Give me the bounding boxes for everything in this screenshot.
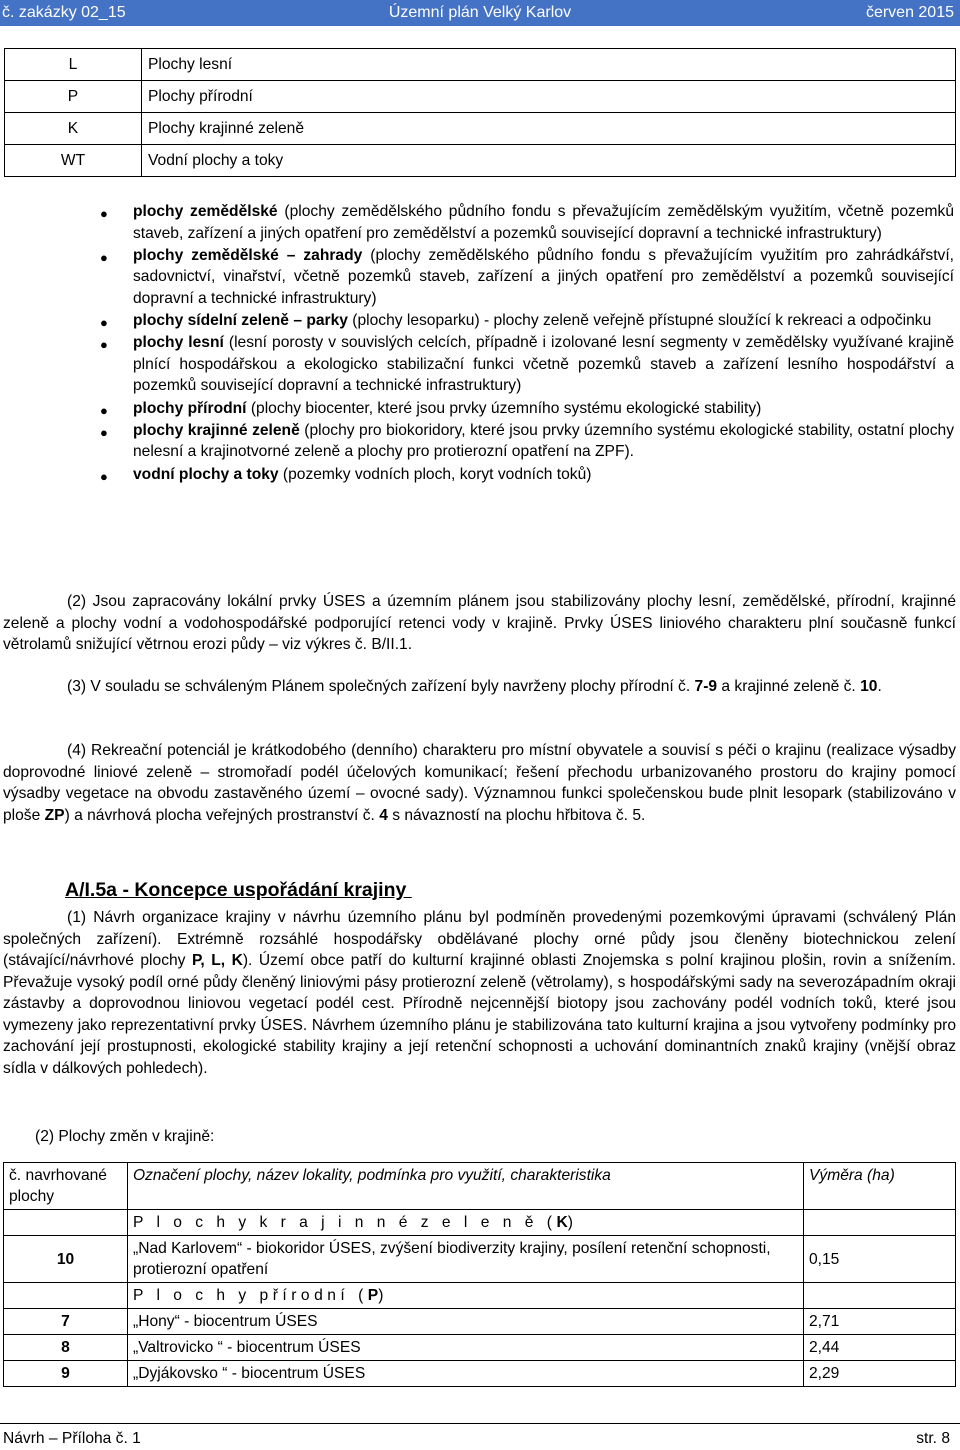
group-label-end: ) [567,1214,573,1231]
area-size: 2,71 [804,1309,956,1335]
bullet-icon: ● [100,249,108,265]
column-header-designation: Označení plochy, název lokality, podmínka pro využití, charakteristika [128,1163,804,1210]
area-number: 10 [4,1236,128,1283]
area-number: 7 [4,1309,128,1335]
paragraph-text: ). Území obce patří do kulturní krajinné oblasti Znojemska s polní krajinou plošin, rovin a snížením. Převažuje vysoký podíl orné půdy členěný liniovými pásy protierozní zeleně (větrolamy), s hospodářskými sady na severozápadním okraji zástavby a doprovodnou liniovou vegetací podél cest. Přírodně nejcennější biotopy jsou zachovány podél vodních toků, které jsou vymezeny jako reprezentativní prvky ÚSES. Návrhem územního plánu je stabilizována tato kulturní krajina a jsou vytvořeny podmínky pro zachování její prostupnosti, ekologické stability krajiny a její retenční schopnosti a uchování dominantních znaků krajiny (vnější obraz sídla v dálkových pohledech). [3,952,956,1077]
area-description: „Dyjákovsko “ - biocentrum ÚSES [128,1361,804,1387]
list-item-text: (plochy lesoparku) - plochy zeleně veřejně přístupné sloužící k rekreaci a odpočinku [347,312,932,330]
paragraph-text: (3) V souladu se schváleným Plánem společných zařízení byly navrženy plochy přírodní č. [67,678,695,695]
greenery-area-ref: 10 [860,678,878,695]
column-header-area: Výměra (ha) [804,1163,956,1210]
paragraph-text: (4) Rekreační potenciál je krátkodobého (denního) charakteru pro místní obyvatele a souvisí s péči o krajinu (realizace výsadby doprovodné liniové zeleně – stromořadí podél účelových komunikací; řešení přechodu urbanizovaného prostoru do krajiny pomocí výsadby vegetace na obvodu zastavěného území – ovocné sady). Významnou funkci společenskou bude plnit lesopark (stabilizováno v ploše [3,742,956,824]
list-item-text: (plochy biocenter, které jsou prvky územního systému ekologické stability) [246,399,762,417]
legend-row [5,49,956,81]
list-item [0,420,958,463]
area-codes-ref: P, L, K [191,952,243,969]
list-item-term: plochy přírodní [133,399,247,417]
footer-page-number: str. 8 [916,1430,950,1447]
list-item [0,310,958,332]
list-item [0,398,958,420]
list-item-term: plochy zemědělské [133,203,278,220]
legend-code: L [5,49,142,81]
group-code: K [556,1214,568,1231]
legend-row [5,145,956,177]
paragraph-text: (1) Návrh organizace krajiny v návrhu územního plánu byl podmíněn provedenými pozemkovými úpravami (schválený Plán společných zařízení). Extrémně rozsáhlé hospodářsky obdělávané plochy orné půdy jsou členěny biotechnickou zelení (stávající/návrhové plochy [3,909,956,969]
legend-label: Plochy krajinné zeleně [142,113,956,145]
natural-areas-ref: 7-9 [694,678,718,695]
area-description: „Valtrovicko “ - biocentrum ÚSES [128,1335,804,1361]
table-group-row [4,1210,956,1236]
list-item-text: (plochy zemědělského půdního fondu s převažujícím využitím pro zahrádkářství, sadovnictví, vinařství, včetně pozemků staveb, zařízení a jiných opatření pro zemědělství a pozemků související dopravní a technické infrastruktury) [133,246,954,307]
bullet-icon: ● [100,468,108,484]
paragraph-uses-elements [3,591,956,656]
list-item-term: plochy sídelní zeleně – parky [133,312,348,330]
page-footer [0,1423,960,1450]
table-row [4,1335,956,1361]
bullet-icon: ● [100,315,108,331]
legend-label: Plochy lesní [142,49,956,81]
paragraph-text: . [877,678,882,695]
area-description: „Hony“ - biocentrum ÚSES [128,1309,804,1335]
paragraph-changes-intro: (2) Plochy změn v krajině: [35,1128,215,1145]
table-header-row [4,1163,956,1210]
landscape-changes-table [3,1162,956,1387]
bullet-icon: ● [100,424,108,440]
bullet-icon: ● [100,402,108,418]
paragraph-landscape-concept [3,907,956,1079]
public-space-ref: 4 [379,806,388,824]
area-size: 2,29 [804,1361,956,1387]
section-heading: A/I.5a - Koncepce uspořádání krajiny [65,879,412,901]
legend-code: K [5,113,142,145]
paragraph-text: ) a návrhová plocha veřejných prostranství č. [64,806,380,824]
legend-label: Vodní plochy a toky [142,145,956,177]
area-size: 0,15 [804,1236,956,1283]
legend-row [5,81,956,113]
header-contract-number: č. zakázky 02_15 [2,4,126,21]
list-item-term: plochy krajinné zeleně [133,421,300,439]
paragraph-text: a krajinné zeleně č. [717,678,861,695]
legend-row [5,113,956,145]
list-item-text: (plochy zemědělského půdního fondu s převažujícím zemědělským využitím, včetně pozemků staveb, zařízení a jiných opatření pro zemědělství a pozemků související dopravní a technické infrastruktury) [133,203,954,242]
group-label-text: P l o c h y přírodní ( [133,1287,368,1304]
list-item-text: (pozemky vodních ploch, koryt vodních toků) [278,465,592,483]
area-description: „Nad Karlovem“ - biokoridor ÚSES, zvýšení biodiverzity krajiny, posílení retenční schopnosti, protierozní opatření [128,1236,804,1283]
group-label-end: ) [378,1287,384,1304]
list-item [0,464,958,486]
group-label [128,1283,804,1309]
table-group-row [4,1283,956,1309]
bullet-icon: ● [100,337,108,353]
area-size: 2,44 [804,1335,956,1361]
land-use-definition-list [0,201,958,486]
paragraph-common-facilities [3,676,956,698]
group-label-text: P l o c h y k r a j i n n é z e l e n ě ( [133,1214,557,1231]
header-document-title: Územní plán Velký Karlov [388,4,572,21]
land-use-legend-table [4,48,956,177]
table-row [4,1361,956,1387]
page-header [0,0,960,26]
list-item-term: plochy lesní [133,334,224,352]
bullet-icon: ● [100,206,108,221]
paragraph-recreation [3,740,956,826]
group-label [128,1210,804,1236]
legend-code: WT [5,145,142,177]
list-item-term: vodní plochy a toky [133,465,279,483]
list-item-text: (plochy pro biokoridory, které jsou prvky územního systému ekologické stability, ostatní plochy nelesní a krajinotvorné zeleně a plochy pro protierozní opatření na ZPF). [133,421,954,461]
footer-document-label: Návrh – Příloha č. 1 [3,1430,141,1447]
legend-label: Plochy přírodní [142,81,956,113]
area-number: 9 [4,1361,128,1387]
list-item [0,245,958,310]
column-header-number: č. navrhované plochy [4,1163,128,1210]
table-row [4,1236,956,1283]
list-item [0,201,958,244]
paragraph-text: s návazností na plochu hřbitova č. 5. [387,806,646,824]
paragraph-text: (2) Jsou zapracovány lokální prvky ÚSES a územním plánem jsou stabilizovány plochy lesní, zemědělské, přírodní, krajinné zeleně a plochy vodní a vodohospodářské podporující retenci vody v krajině. Prvky ÚSES liniového charakteru plní současně funkcí větrolamů snižující větrnou erozi půdy – viz výkres č. B/II.1. [3,593,956,653]
group-code: P [367,1287,379,1304]
park-area-ref: ZP [44,806,65,824]
list-item-text: (lesní porosty v souvislých celcích, případně i izolované lesní segmenty v zemědělsky využívané krajině plnící hospodářskou a ekologicko stabilizační funkci včetně pozemků staveb a zařízení lesního hospodářství a pozemků související dopravní a technické infrastruktury) [133,334,955,395]
list-item [0,332,958,397]
area-number: 8 [4,1335,128,1361]
list-item-term: plochy zemědělské – zahrady [133,246,363,264]
legend-code: P [5,81,142,113]
table-row [4,1309,956,1335]
header-date: červen 2015 [865,4,954,21]
